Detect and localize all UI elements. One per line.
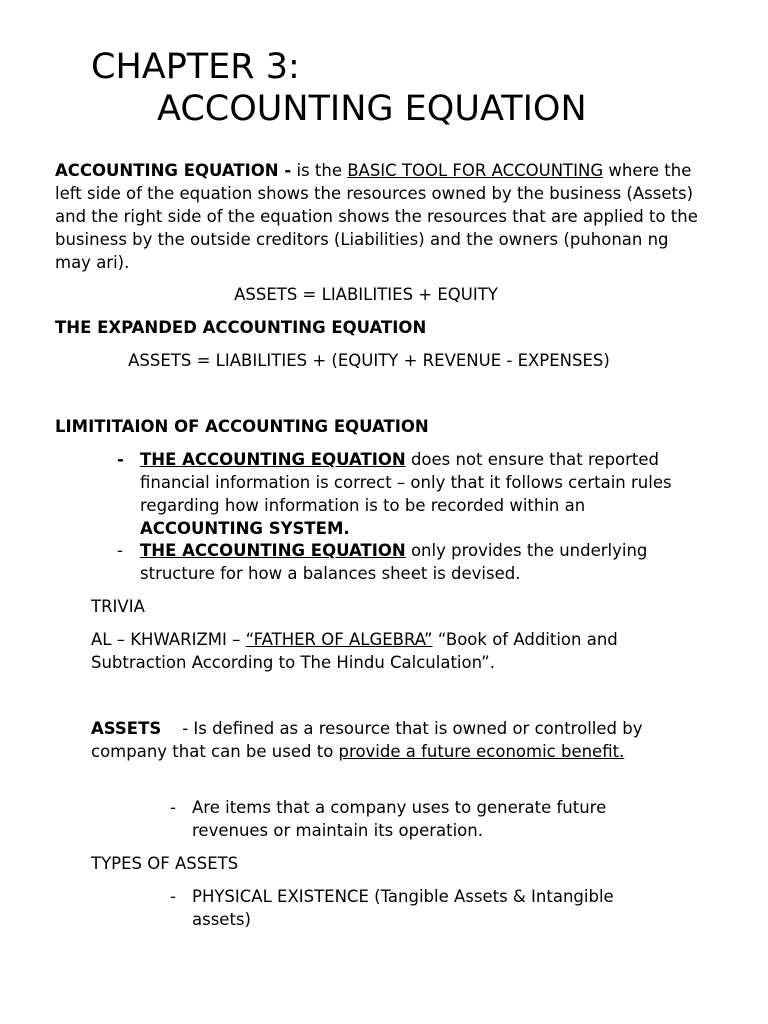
basic-equation: ASSETS = LIABILITIES + EQUITY <box>234 285 498 304</box>
limitation-heading: LIMITITAION OF ACCOUNTING EQUATION <box>55 417 429 436</box>
bullet-term: THE ACCOUNTING EQUATION <box>140 450 406 469</box>
bullet-bold-end: ACCOUNTING SYSTEM. <box>140 519 350 538</box>
assets-paragraph <box>91 717 671 763</box>
intro-term: ACCOUNTING EQUATION - <box>55 161 292 180</box>
expanded-equation: ASSETS = LIABILITIES + (EQUITY + REVENUE - EXPENSES) <box>128 351 610 370</box>
intro-rest: where the left side of the equation shows the resources owned by the business (Assets) and the right side of the equation shows the resources that are applied to the business by the outside creditors (Liabilities) and the owners (puhonan ng may ari). <box>55 161 698 272</box>
limitation-bullet-1 <box>0 448 768 543</box>
intro-is-the: is the <box>291 161 348 180</box>
bullet-body: does not ensure that reported financial information is correct – only that it follows certain rules regarding how information is to be recorded within an <box>140 450 672 515</box>
trivia-name: AL – KHWARIZMI – <box>91 630 246 649</box>
bullet-term: THE ACCOUNTING EQUATION <box>140 541 406 560</box>
types-bullet <box>0 885 768 933</box>
limitation-bullet-2 <box>0 539 768 587</box>
trivia-title: “FATHER OF ALGEBRA” <box>245 630 433 649</box>
bullet-text: PHYSICAL EXISTENCE (Tangible Assets & Intangible assets) <box>192 887 614 929</box>
chapter-subtitle: ACCOUNTING EQUATION <box>157 89 587 129</box>
trivia-rest: “Book of Addition and Subtraction According to The Hindu Calculation”. <box>91 630 618 672</box>
bullet-body: only provides the underlying structure for how a balances sheet is devised. <box>140 541 648 583</box>
expanded-heading: THE EXPANDED ACCOUNTING EQUATION <box>55 318 427 337</box>
types-label: TYPES OF ASSETS <box>91 854 239 873</box>
trivia-label: TRIVIA <box>91 597 145 616</box>
assets-bullet <box>0 796 768 844</box>
bullet-dash: - <box>170 887 176 906</box>
intro-highlight: BASIC TOOL FOR ACCOUNTING <box>347 161 604 180</box>
bullet-dash: - <box>117 450 124 469</box>
chapter-title: CHAPTER 3: <box>91 47 300 87</box>
bullet-text: Are items that a company uses to generate future revenues or maintain its operation. <box>192 798 607 840</box>
bullet-text <box>140 539 660 585</box>
bullet-text <box>140 448 680 540</box>
assets-underlined: provide a future economic benefit. <box>338 742 625 761</box>
bullet-dash: - <box>117 541 123 560</box>
assets-text: - Is defined as a resource that is owned or controlled by company that can be used to <box>91 719 664 761</box>
bullet-dash: - <box>170 798 176 817</box>
trivia-paragraph <box>91 628 681 674</box>
intro-paragraph <box>55 159 705 274</box>
assets-term: ASSETS <box>91 719 162 738</box>
